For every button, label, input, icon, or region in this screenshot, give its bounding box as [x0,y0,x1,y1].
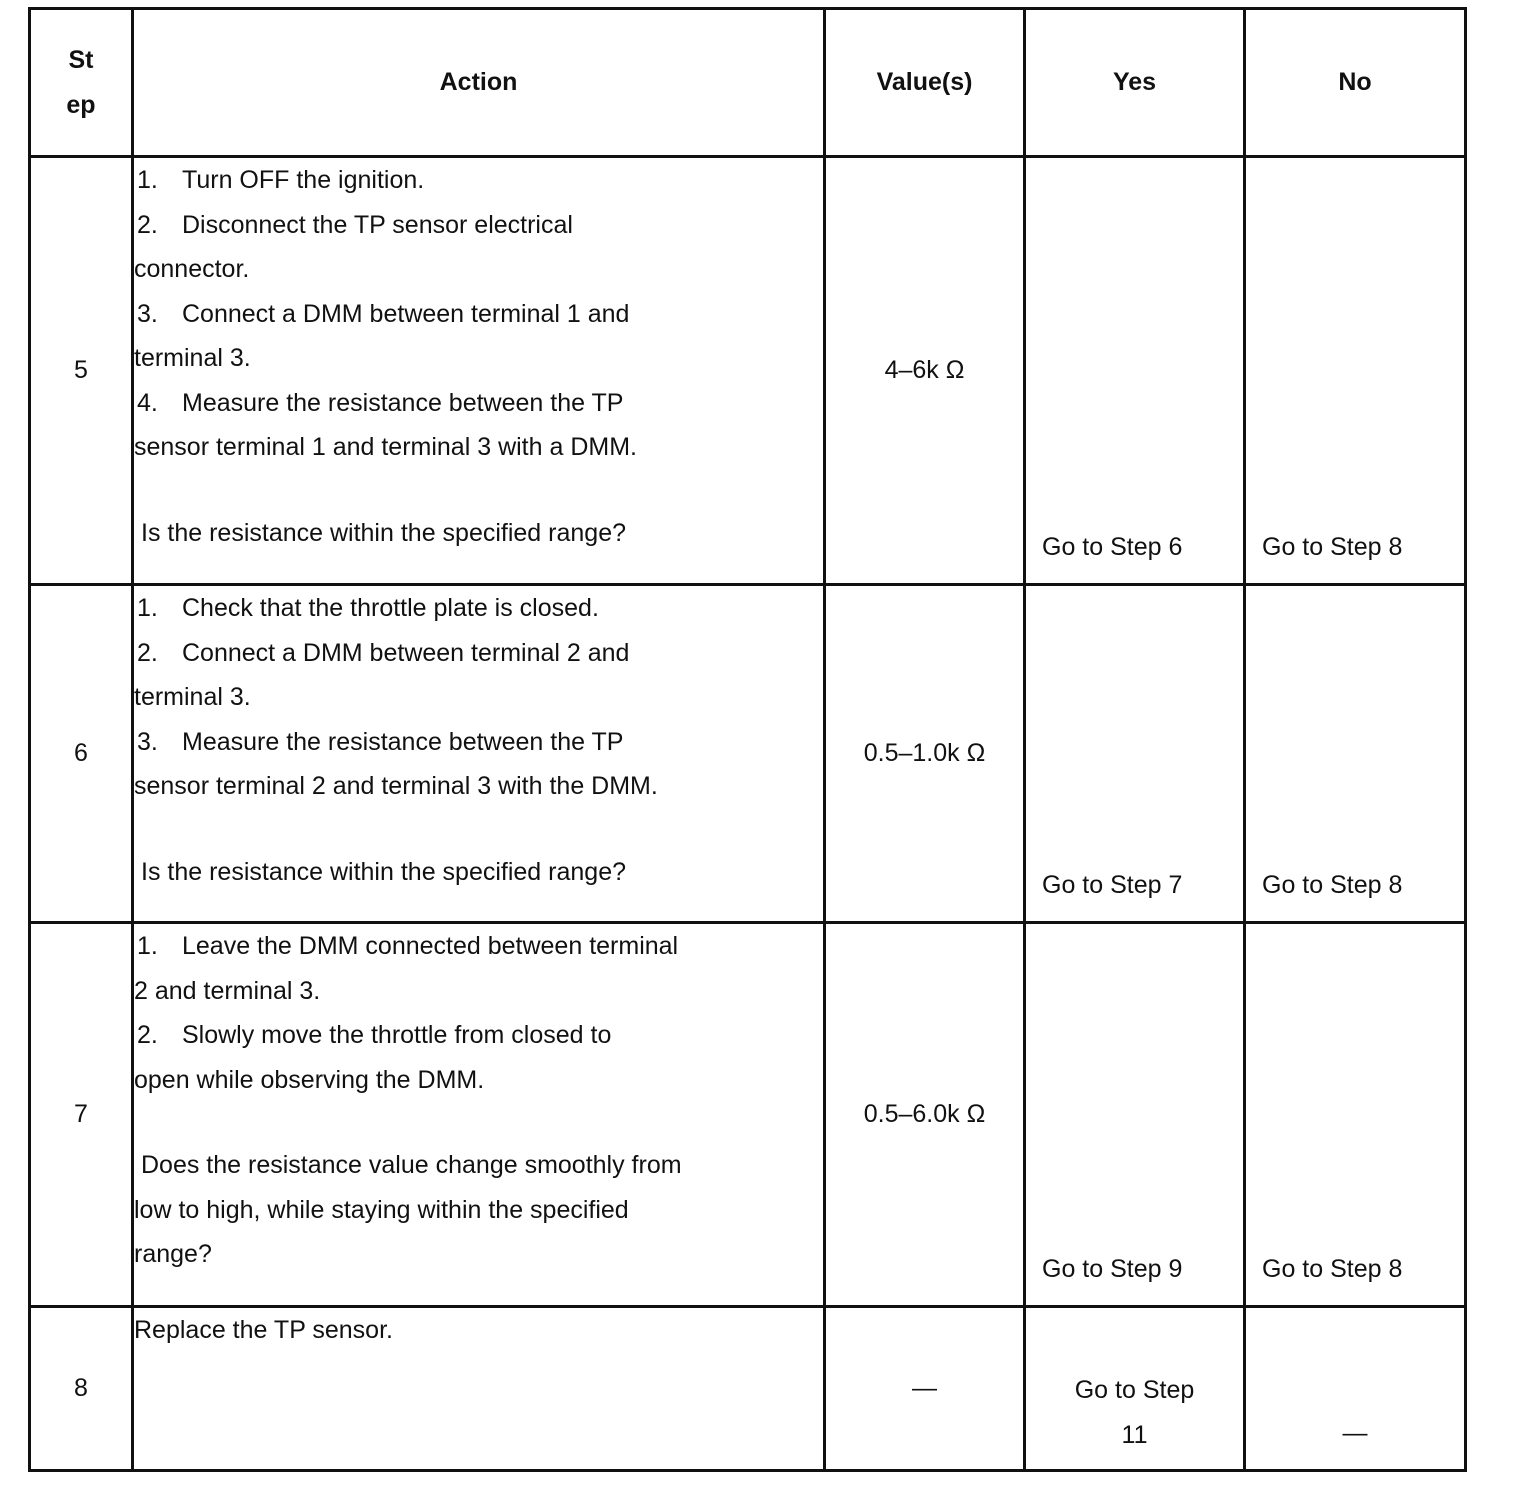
action-cell [133,923,825,1307]
action-line: 2. Slowly move the throttle from closed to [137,1021,612,1049]
action-line: sensor terminal 2 and terminal 3 with the DMM. [134,772,658,800]
yes-cell [1025,1307,1245,1471]
action-question: Does the resistance value change smoothly from [141,1151,682,1179]
action-cell [133,157,825,585]
step-number: 5 [30,157,133,585]
yes-result-line1: Go to Step [1074,1376,1195,1404]
action-line: 3. Measure the resistance between the TP [137,727,624,756]
action-line: 1. Turn OFF the ignition. [137,166,425,194]
yes-cell [1025,923,1245,1307]
table-row [30,1307,1466,1471]
action-question: Is the resistance within the specified range? [141,518,626,547]
yes-result-line2: 11 [1121,1420,1148,1449]
step-header-line2: ep [66,90,96,119]
diagnostic-table [28,7,1467,1472]
value-cell: 4–6k Ω [825,157,1025,585]
step-column-header [30,9,133,157]
action-column-header: Action [133,9,825,157]
no-cell [1245,923,1466,1307]
no-column-header: No [1245,9,1466,157]
no-cell [1245,157,1466,585]
no-result: — [1342,1418,1368,1447]
step-number: 6 [30,585,133,923]
action-line: terminal 3. [134,683,251,711]
no-cell [1245,585,1466,923]
table-row [30,923,1466,1307]
action-line: Replace the TP sensor. [134,1316,393,1344]
table-header-row [30,9,1466,157]
yes-result: Go to Step 9 [1042,1254,1183,1283]
action-line: 1. Leave the DMM connected between terminal [137,932,679,960]
action-line: terminal 3. [134,344,251,372]
action-question: Is the resistance within the specified range? [141,857,626,886]
action-line: 2 and terminal 3. [134,976,321,1005]
action-line: 4. Measure the resistance between the TP [137,388,624,417]
action-line: 1. Check that the throttle plate is closed. [137,594,599,622]
action-line: 2. Disconnect the TP sensor electrical [137,210,573,239]
value-cell: — [825,1307,1025,1471]
action-question-cont: low to high, while staying within the specified [134,1195,629,1224]
step-header-line1: St [68,46,94,74]
value-cell: 0.5–6.0k Ω [825,923,1025,1307]
yes-result [1026,1368,1243,1457]
no-cell [1245,1307,1466,1471]
value-cell: 0.5–1.0k Ω [825,585,1025,923]
action-line: open while observing the DMM. [134,1065,485,1094]
action-line: 3. Connect a DMM between terminal 1 and [137,299,630,328]
step-number: 8 [30,1307,133,1471]
table-row [30,585,1466,923]
yes-cell [1025,585,1245,923]
no-result: Go to Step 8 [1262,870,1403,899]
no-result: Go to Step 8 [1262,1254,1403,1283]
yes-result: Go to Step 7 [1042,870,1183,899]
values-column-header: Value(s) [825,9,1025,157]
action-line: sensor terminal 1 and terminal 3 with a DMM. [134,433,637,461]
action-line: 2. Connect a DMM between terminal 2 and [137,638,630,667]
yes-column-header: Yes [1025,9,1245,157]
table-row [30,157,1466,585]
action-line: connector. [134,255,250,283]
action-cell [133,585,825,923]
action-cell [133,1307,825,1471]
step-number: 7 [30,923,133,1307]
no-result: Go to Step 8 [1262,532,1403,561]
yes-cell [1025,157,1245,585]
action-question-cont: range? [134,1240,212,1268]
yes-result: Go to Step 6 [1042,532,1183,561]
